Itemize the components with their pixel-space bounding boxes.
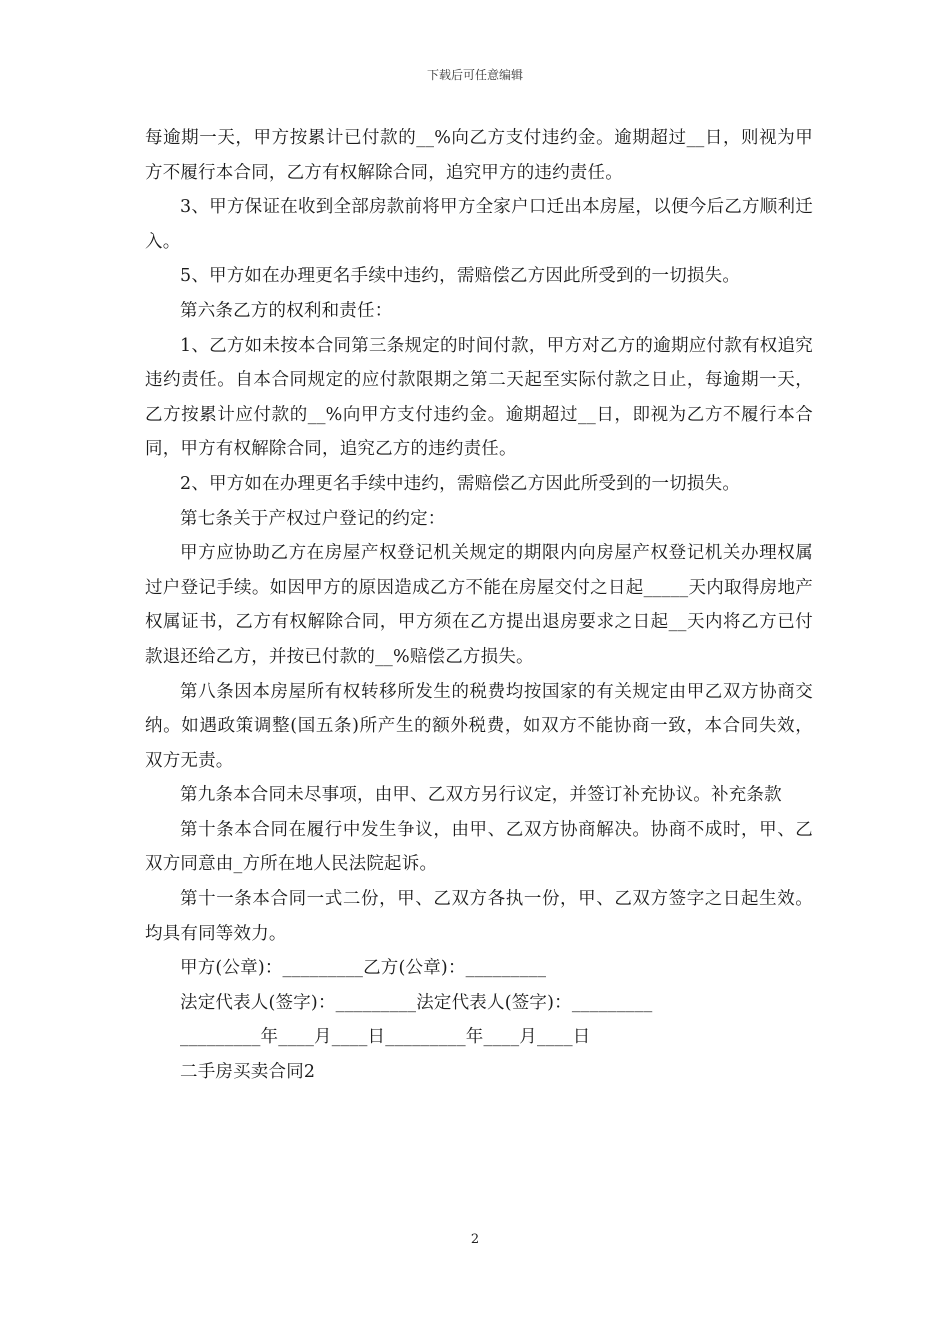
paragraph: 5、甲方如在办理更名手续中违约，需赔偿乙方因此所受到的一切损失。 [180, 266, 741, 287]
signature-line-seal: 甲方(公章)：_________乙方(公章)：_________ [180, 958, 547, 979]
paragraph: 3、甲方保证在收到全部房款前将甲方全家户口迁出本房屋，以便今后乙方顺利迁入。 [145, 197, 813, 252]
paragraph: 每逾期一天，甲方按累计已付款的__%向乙方支付违约金。逾期超过__日，则视为甲方不履行本合同，乙方有权解除合同，追究甲方的违约责任。 [145, 128, 813, 183]
paragraph: 甲方应协助乙方在房屋产权登记机关规定的期限内向房屋产权登记机关办理权属过户登记手续。如因甲方的原因造成乙方不能在房屋交付之日起_____天内取得房地产权属证书，乙方有权解除合同，甲方须在乙方提出退房要求之日起__天内将乙方已付款退还给乙方，并按已付款的__%赔偿乙方损失。 [145, 543, 813, 667]
page-header: 下载后可任意编辑 [426, 68, 523, 82]
document-body [145, 121, 813, 1090]
paragraph: 1、乙方如未按本合同第三条规定的时间付款，甲方对乙方的逾期应付款有权追究违约责任。自本合同规定的应付款限期之第二天起至实际付款之日止，每逾期一天，乙方按累计应付款的__%向甲方支付违约金。逾期超过__日，即视为乙方不履行本合同，甲方有权解除合同，追究乙方的违约责任。 [145, 335, 813, 460]
paragraph: 2、甲方如在办理更名手续中违约，需赔偿乙方因此所受到的一切损失。 [180, 473, 741, 494]
section-heading: 第七条关于产权过户登记的约定： [180, 508, 446, 529]
paragraph: 第十一条本合同一式二份，甲、乙双方各执一份，甲、乙双方签字之日起生效。均具有同等效力。 [145, 889, 813, 944]
page-number: 2 [470, 1232, 480, 1247]
paragraph: 第九条本合同未尽事项，由甲、乙双方另行议定，并签订补充协议。补充条款 [180, 785, 782, 806]
paragraph: 第八条因本房屋所有权转移所发生的税费均按国家的有关规定由甲乙双方协商交纳。如遇政策调整(国五条)所产生的额外税费，如双方不能协商一致，本合同失效，双方无责。 [145, 681, 813, 771]
paragraph: 第十条本合同在履行中发生争议，由甲、乙双方协商解决。协商不成时，甲、乙双方同意由_方所在地人民法院起诉。 [145, 819, 813, 875]
section-heading: 第六条乙方的权利和责任： [180, 300, 393, 321]
signature-line-representative: 法定代表人(签字)：_________法定代表人(签字)：_________ [180, 992, 653, 1013]
signature-line-date: _________年____月____日_________年____月____日 [180, 1027, 591, 1048]
next-contract-title: 二手房买卖合同2 [180, 1062, 316, 1083]
